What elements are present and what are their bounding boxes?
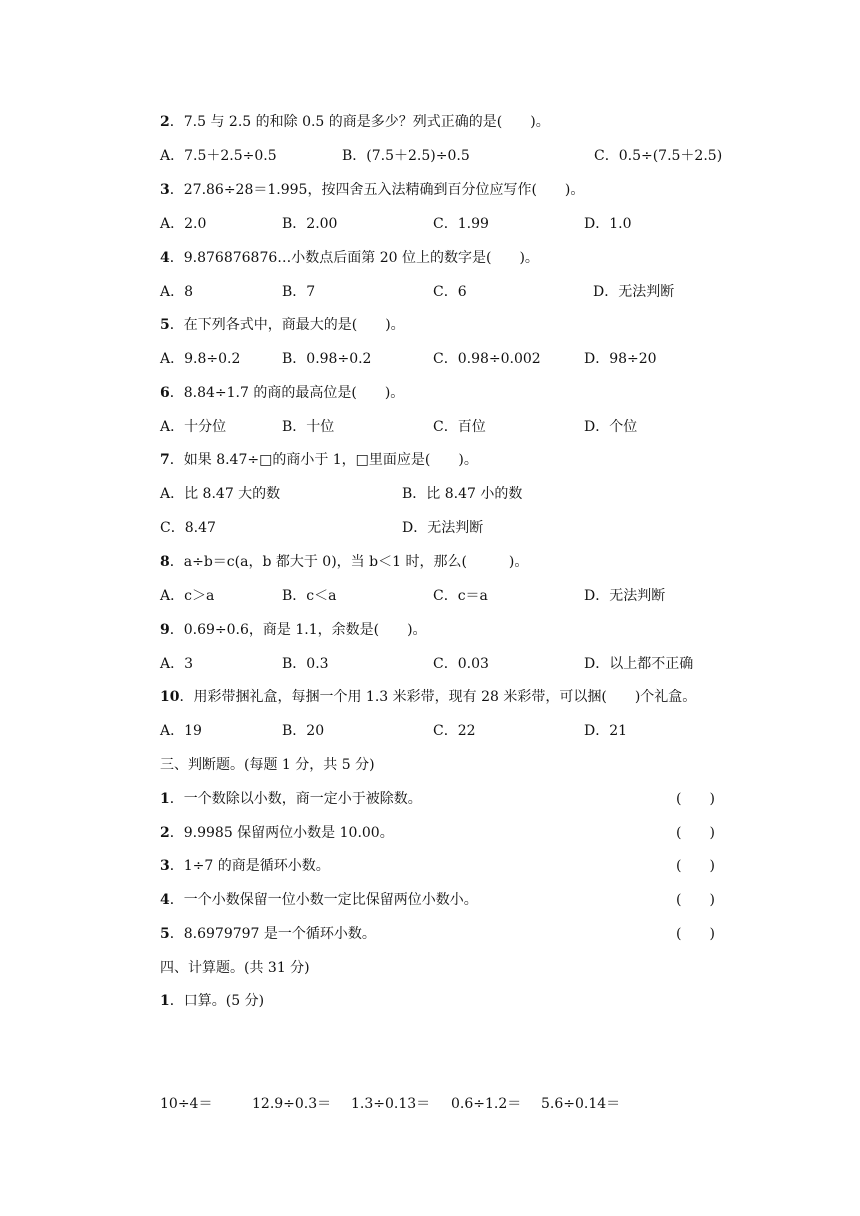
option-a: A．7.5＋2.5÷0.5 xyxy=(160,148,277,164)
question-number: 8 xyxy=(160,554,170,570)
question-number: 1 xyxy=(160,791,170,807)
question-number: 10 xyxy=(160,689,180,705)
question-text: ．a÷b＝c(a，b 都大于 0)，当 b＜1 时，那么( )。 xyxy=(169,554,529,570)
option-b: B．0.3 xyxy=(282,656,329,672)
question-number: 5 xyxy=(160,926,170,942)
option-a: A．十分位 xyxy=(160,419,227,435)
question-number: 4 xyxy=(160,892,170,908)
calc-item: 0.6÷1.2＝ xyxy=(451,1096,522,1112)
option-a: A．2.0 xyxy=(160,216,207,232)
option-a: A．c＞a xyxy=(160,588,215,604)
option-b: B．20 xyxy=(282,723,325,739)
question-number: 9 xyxy=(160,622,170,638)
option-b: B．7 xyxy=(282,284,316,300)
option-c: C．6 xyxy=(433,284,467,300)
question-text: ．如果 8.47÷□的商小于 1，□里面应是( )。 xyxy=(169,452,478,468)
option-d: D．21 xyxy=(584,723,628,739)
question-text: ．7.5 与 2.5 的和除 0.5 的商是多少？列式正确的是( )。 xyxy=(169,114,550,130)
option-a: A．9.8÷0.2 xyxy=(160,351,241,367)
option-b: B．十位 xyxy=(282,419,335,435)
question-text: ．9.9985 保留两位小数是 10.00。 xyxy=(169,825,394,841)
question-2 xyxy=(160,113,550,131)
calc-item: 5.6÷0.14＝ xyxy=(541,1096,621,1112)
option-c: C．0.98÷0.002 xyxy=(433,351,541,367)
question-number: 5 xyxy=(160,317,170,333)
question-6 xyxy=(160,384,404,402)
option-b: B．2.00 xyxy=(282,216,338,232)
option-c: C．22 xyxy=(433,723,476,739)
option-c: C．0.5÷(7.5＋2.5) xyxy=(594,148,723,164)
question-7 xyxy=(160,451,478,469)
calc-item: 1.3÷0.13＝ xyxy=(351,1096,431,1112)
option-a: A．19 xyxy=(160,723,202,739)
option-d: D．98÷20 xyxy=(584,351,657,367)
judge-item-3 xyxy=(160,857,330,875)
option-c: C．8.47 xyxy=(160,520,216,536)
question-number: 1 xyxy=(160,993,170,1009)
answer-blank: ( ) xyxy=(676,791,715,807)
judge-item-4 xyxy=(160,891,478,909)
section-3-title: 三、判断题。(每题 1 分，共 5 分) xyxy=(160,757,375,773)
judge-item-2 xyxy=(160,824,394,842)
option-c: C．1.99 xyxy=(433,216,489,232)
answer-blank: ( ) xyxy=(676,926,715,942)
question-number: 4 xyxy=(160,250,170,266)
question-text: ．1÷7 的商是循环小数。 xyxy=(169,858,330,874)
option-b: B．0.98÷0.2 xyxy=(282,351,372,367)
question-text: ．8.84÷1.7 的商的最高位是( )。 xyxy=(169,385,405,401)
calc-item: 10÷4＝ xyxy=(160,1096,213,1112)
option-a: A．3 xyxy=(160,656,194,672)
option-d: D．无法判断 xyxy=(584,588,666,604)
option-b: B．c＜a xyxy=(282,588,337,604)
question-5 xyxy=(160,316,405,334)
question-number: 2 xyxy=(160,825,170,841)
question-text: ．0.69÷0.6，商是 1.1，余数是( )。 xyxy=(169,622,427,638)
option-c: C．0.03 xyxy=(433,656,489,672)
question-text: ．27.86÷28＝1.995，按四舍五入法精确到百分位应写作( )。 xyxy=(169,182,585,198)
question-text: ．在下列各式中，商最大的是( )。 xyxy=(169,317,405,333)
question-number: 3 xyxy=(160,182,170,198)
option-b: B．(7.5＋2.5)÷0.5 xyxy=(342,148,470,164)
option-d: D．无法判断 xyxy=(593,284,675,300)
calc-subsection-1 xyxy=(160,992,264,1010)
question-number: 2 xyxy=(160,114,170,130)
option-d: D．无法判断 xyxy=(402,520,484,536)
question-8 xyxy=(160,553,528,571)
option-c: C．c＝a xyxy=(433,588,488,604)
option-c: C．百位 xyxy=(433,419,486,435)
question-text: ．8.6979797 是一个循环小数。 xyxy=(169,926,376,942)
question-text: ．用彩带捆礼盒，每捆一个用 1.3 米彩带，现有 28 米彩带，可以捆( )个礼盒。 xyxy=(179,689,697,705)
judge-item-1 xyxy=(160,790,422,808)
question-number: 7 xyxy=(160,452,170,468)
calc-item: 12.9÷0.3＝ xyxy=(252,1096,332,1112)
question-number: 3 xyxy=(160,858,170,874)
option-b: B．比 8.47 小的数 xyxy=(402,486,523,502)
option-a: A．8 xyxy=(160,284,194,300)
section-4-title: 四、计算题。(共 31 分) xyxy=(160,960,310,976)
question-10 xyxy=(160,688,696,706)
option-d: D．以上都不正确 xyxy=(584,656,694,672)
answer-blank: ( ) xyxy=(676,825,715,841)
question-text: ．9.876876876…小数点后面第 20 位上的数字是( )。 xyxy=(169,250,539,266)
question-9 xyxy=(160,621,427,639)
question-3 xyxy=(160,181,584,199)
option-d: D．个位 xyxy=(584,419,638,435)
answer-blank: ( ) xyxy=(676,858,715,874)
question-4 xyxy=(160,249,539,267)
option-a: A．比 8.47 大的数 xyxy=(160,486,281,502)
question-text: ．一个数除以小数，商一定小于被除数。 xyxy=(169,791,422,807)
answer-blank: ( ) xyxy=(676,892,715,908)
judge-item-5 xyxy=(160,925,376,943)
question-number: 6 xyxy=(160,385,170,401)
option-d: D．1.0 xyxy=(584,216,632,232)
question-text: ．口算。(5 分) xyxy=(169,993,265,1009)
question-text: ．一个小数保留一位小数一定比保留两位小数小。 xyxy=(169,892,478,908)
